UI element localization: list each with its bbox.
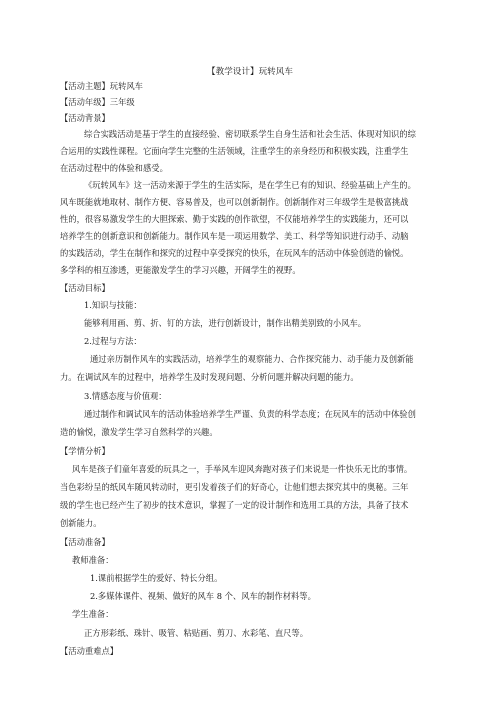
background-heading: 【活动背景】 [60, 113, 110, 123]
prep-heading: 【活动准备】 [60, 537, 110, 547]
student-prep-title: 学生准备： [72, 609, 114, 619]
analysis-line2: 当色彩纷呈的纸风车随风转动时，更引发着孩子们的好奇心，让他们想去探究其中的奥秘。三年 [60, 482, 409, 492]
student-prep-text: 正方形彩纸、珠针、吸管、粘贴画、剪刀、水彩笔、直尺等。 [84, 628, 309, 638]
goal1-text: 能够利用画、剪、折、钉的方法，进行创新设计，制作出精美别致的小风车。 [84, 318, 367, 328]
goals-heading: 【活动目标】 [60, 283, 110, 293]
background-para2-line5: 的实践活动，学生在制作和探究的过程中享受探究的快乐，在玩风车的活动中体验创造的愉悦。 [60, 248, 409, 258]
document-title: 【教学设计】玩转风车 [207, 67, 293, 77]
background-para1-line1: 综合实践活动是基于学生的直接经验、密切联系学生自身生活和社会生活、体现对知识的综 [84, 129, 416, 139]
analysis-line4: 创新能力。 [60, 518, 102, 528]
activity-theme: 【活动主题】玩转风车 [60, 81, 143, 91]
background-para2-line1: 《玩转风车》这一活动来源于学生的生活实际，是在学生已有的知识、经验基础上产生的。 [84, 180, 416, 190]
analysis-line3: 级的学生也已经产生了初步的技术意识，掌握了一定的设计制作和选用工具的方法，具备了技术 [60, 500, 409, 510]
goal3-text-line2: 造的愉悦，激发学生学习自然科学的兴趣。 [60, 427, 218, 437]
activity-grade: 【活动年级】三年级 [60, 97, 135, 107]
background-para2-line6: 多学科的相互渗透，更能激发学生的学习兴趣，开阔学生的视野。 [60, 265, 301, 275]
background-para2-line4: 培养学生的创新意识和创新能力。制作风车是一项运用数学、美工、科学等知识进行动手、动脑 [60, 231, 409, 241]
teacher-prep-title: 教师准备： [72, 555, 114, 565]
background-para1-line3: 在活动过程中的体验和感受。 [60, 163, 168, 173]
teacher-prep-item1: 1.课前根据学生的爱好、特长分组。 [90, 573, 223, 583]
background-para2-line2: 风车既能就地取材、制作方便、容易普及，也可以创新制作。创新制作对三年级学生是极富挑战 [60, 197, 409, 207]
goal3-title: 3.情感态度与价值观： [84, 391, 167, 401]
key-points-heading: 【活动重难点】 [60, 646, 119, 656]
analysis-line1: 风车是孩子们童年喜爱的玩具之一，手举风车迎风奔跑对孩子们来说是一件快乐无比的事情。 [72, 464, 413, 474]
goal2-title: 2.过程与方法： [84, 336, 142, 346]
background-para2-line3: 性的，很容易激发学生的大胆探索、勤于实践的创作欲望，不仅能培养学生的实践能力，还可以 [60, 214, 409, 224]
goal1-title: 1.知识与技能： [84, 300, 142, 310]
goal3-text-line1: 通过制作和调试风车的活动体验培养学生严谨、负责的科学态度；在玩风车的活动中体验创 [84, 409, 416, 419]
goal2-text-line2: 力。在调试风车的过程中，培养学生及时发现问题、分析问题并解决问题的能力。 [60, 372, 359, 382]
background-para1-line2: 合运用的实践性课程。它面向学生完整的生活领域，注重学生的亲身经历和积极实践，注重学生 [60, 146, 409, 156]
teacher-prep-item2: 2.多媒体课件、视频、做好的风车 8 个、风车的制作材料等。 [90, 591, 316, 601]
goal2-text-line1: 通过亲历制作风车的实践活动，培养学生的观察能力、合作探究能力、动手能力及创新能 [90, 354, 414, 364]
analysis-heading: 【学情分析】 [60, 446, 110, 456]
